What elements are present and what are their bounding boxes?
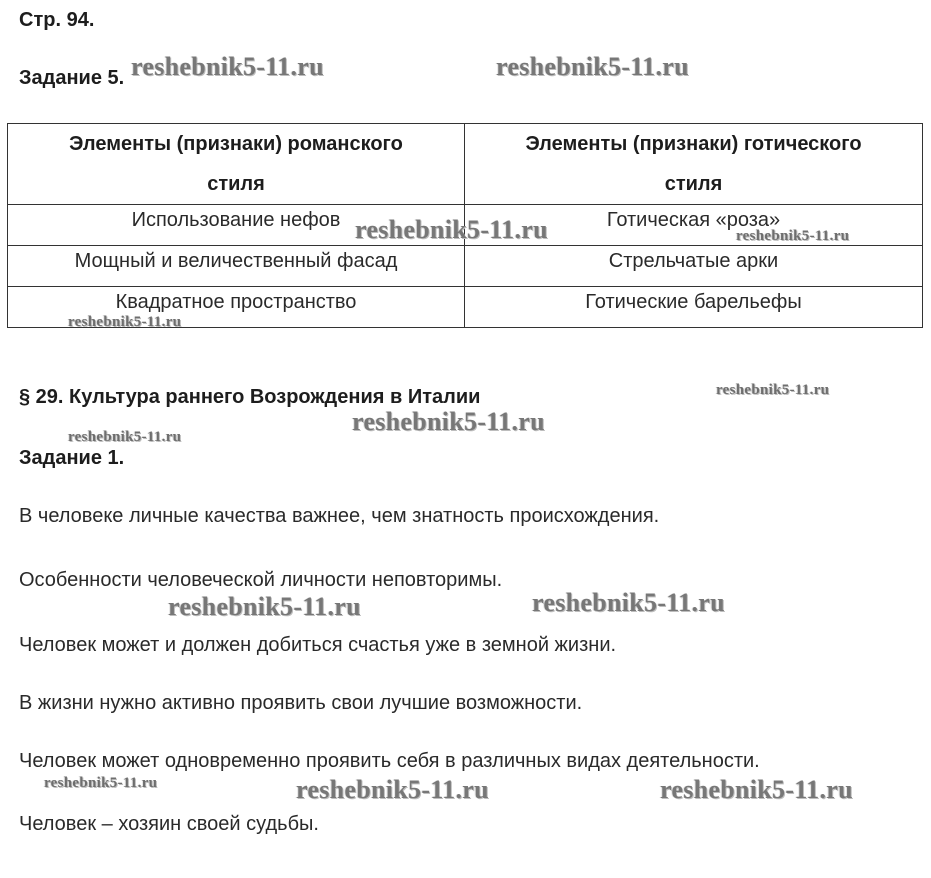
task-5-title: Задание 5.	[19, 67, 125, 89]
table-cell-gothic: Готическая «роза»	[465, 205, 923, 246]
header-gothic-line2: стиля	[664, 173, 723, 195]
watermark: reshebnik5-11.ru	[716, 382, 830, 398]
table-row	[8, 246, 923, 287]
answer-line: Человек может и должен добиться счастья уже в земной жизни.	[19, 634, 617, 656]
table-cell-gothic: Готические барельефы	[465, 287, 923, 328]
answer-line: Человек – хозяин своей судьбы.	[19, 813, 319, 835]
header-gothic	[465, 124, 923, 205]
watermark: reshebnik5-11.ru	[296, 775, 489, 804]
table-cell-romanesque: Мощный и величественный фасад	[8, 246, 465, 287]
header-gothic-line1: Элементы (признаки) готического	[525, 133, 862, 155]
header-romanesque-line1: Элементы (признаки) романского	[69, 133, 403, 155]
watermark: reshebnik5-11.ru	[736, 228, 850, 244]
answer-line: В человеке личные качества важнее, чем знатность происхождения.	[19, 505, 660, 527]
table-cell-gothic: Стрельчатые арки	[465, 246, 923, 287]
section-heading: § 29. Культура раннего Возрождения в Италии	[19, 386, 481, 408]
watermark: reshebnik5-11.ru	[496, 52, 689, 81]
answer-line: В жизни нужно активно проявить свои лучшие возможности.	[19, 692, 583, 714]
header-romanesque-line2: стиля	[207, 173, 265, 195]
watermark: reshebnik5-11.ru	[68, 314, 182, 330]
watermark: reshebnik5-11.ru	[532, 588, 725, 617]
table-cell-romanesque: Квадратное пространство	[8, 287, 465, 328]
page-reference: Стр. 94.	[19, 9, 95, 31]
header-romanesque	[8, 124, 465, 205]
watermark: reshebnik5-11.ru	[660, 775, 853, 804]
table-cell-romanesque: Использование нефов	[8, 205, 465, 246]
task-1-title: Задание 1.	[19, 447, 125, 469]
watermark: reshebnik5-11.ru	[352, 407, 545, 436]
answer-line: Человек может одновременно проявить себя в различных видах деятельности.	[19, 750, 760, 772]
watermark: reshebnik5-11.ru	[355, 215, 548, 244]
watermark: reshebnik5-11.ru	[131, 52, 324, 81]
answer-line: Особенности человеческой личности неповторимы.	[19, 569, 503, 591]
watermark: reshebnik5-11.ru	[68, 429, 182, 445]
watermark: reshebnik5-11.ru	[44, 775, 158, 791]
watermark: reshebnik5-11.ru	[168, 592, 361, 621]
table-header-row	[8, 124, 923, 205]
